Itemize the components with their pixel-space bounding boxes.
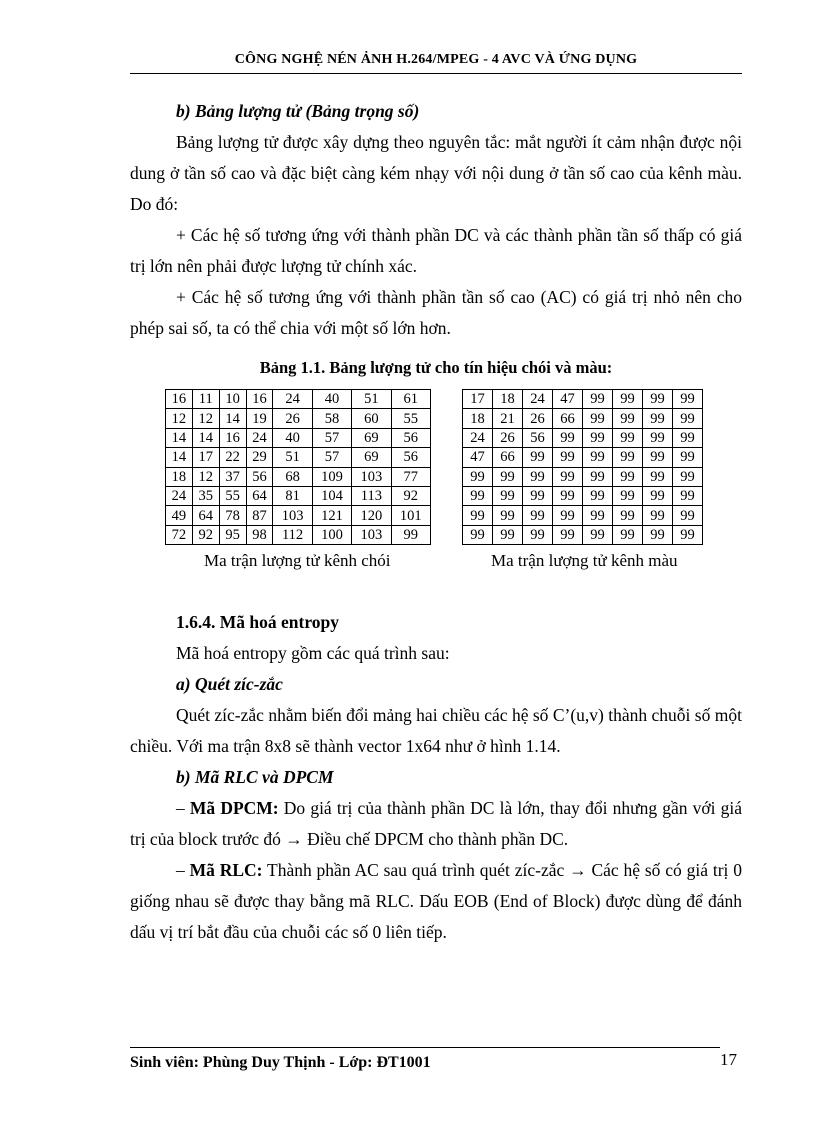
chroma-cell: 99: [613, 448, 643, 467]
rlc-dpcm-heading: b) Mã RLC và DPCM: [176, 767, 334, 787]
luma-cell: 11: [192, 390, 219, 409]
luma-cell: 95: [219, 525, 246, 544]
luma-table-label: Ma trận lượng tử kênh chói: [204, 551, 391, 570]
luma-cell: 14: [219, 409, 246, 428]
luma-cell: 24: [273, 390, 312, 409]
chroma-cell: 99: [493, 506, 523, 525]
chroma-cell: 99: [673, 525, 703, 544]
luma-cell: 17: [192, 448, 219, 467]
luma-cell: 24: [246, 428, 273, 447]
chroma-cell: 99: [583, 525, 613, 544]
luma-row: [166, 486, 431, 505]
chroma-cell: 99: [463, 506, 493, 525]
dpcm-label: Mã DPCM:: [189, 798, 279, 818]
chroma-cell: 99: [673, 467, 703, 486]
chroma-cell: 99: [613, 390, 643, 409]
luma-cell: 69: [352, 448, 391, 467]
chroma-cell: 99: [463, 525, 493, 544]
chroma-cell: 99: [493, 486, 523, 505]
dpcm-paragraph: [130, 793, 742, 855]
luma-cell: 35: [192, 486, 219, 505]
chroma-cell: 99: [553, 506, 583, 525]
luma-cell: 57: [312, 448, 351, 467]
luma-row: [166, 428, 431, 447]
chroma-cell: 99: [493, 467, 523, 486]
luma-cell: 104: [312, 486, 351, 505]
luma-cell: 24: [166, 486, 193, 505]
luma-cell: 121: [312, 506, 351, 525]
rlc-paragraph: [130, 855, 742, 948]
chroma-cell: 99: [613, 486, 643, 505]
chroma-cell: 99: [673, 409, 703, 428]
chroma-cell: 99: [613, 467, 643, 486]
luma-cell: 58: [312, 409, 351, 428]
section-b: [130, 96, 742, 344]
chroma-row: [463, 428, 703, 447]
chroma-row: [463, 448, 703, 467]
luma-cell: 98: [246, 525, 273, 544]
section-b-paragraph: Bảng lượng tử được xây dựng theo nguyên tắc: mắt người ít cảm nhận được nội dung ở tần số cao và đặc biệt càng kém nhạy với nội dung ở tần số cao của kênh màu. Do đó:: [130, 132, 742, 214]
luma-cell: 10: [219, 390, 246, 409]
chroma-cell: 99: [613, 506, 643, 525]
luma-cell: 14: [166, 428, 193, 447]
chroma-cell: 99: [643, 467, 673, 486]
chroma-cell: 99: [673, 506, 703, 525]
page-number: 17: [720, 1050, 737, 1069]
chroma-cell: 99: [523, 525, 553, 544]
rlc-text: Thành phần AC sau quá trình quét zíc-zắc → Các hệ số có giá trị 0 giống nhau sẽ được thay bằng mã RLC. Dấu EOB (End of Block) được dùng để đánh dấu vị trí bắt đầu của chuỗi các số 0 liên tiếp.: [130, 860, 742, 942]
chroma-cell: 99: [643, 390, 673, 409]
chroma-cell: 99: [613, 409, 643, 428]
chroma-cell: 66: [493, 448, 523, 467]
chroma-cell: 99: [643, 486, 673, 505]
chroma-cell: 99: [643, 428, 673, 447]
luma-row: [166, 506, 431, 525]
luma-cell: 68: [273, 467, 312, 486]
chroma-cell: 99: [553, 525, 583, 544]
entropy-intro: Mã hoá entropy gồm các quá trình sau:: [176, 643, 450, 663]
luma-cell: 87: [246, 506, 273, 525]
chroma-cell: 24: [463, 428, 493, 447]
luma-cell: 12: [166, 409, 193, 428]
table-caption: Bảng 1.1. Bảng lượng tử cho tín hiệu chói và màu:: [259, 358, 613, 377]
chroma-cell: 99: [463, 467, 493, 486]
chroma-cell: 18: [463, 409, 493, 428]
luma-row: [166, 467, 431, 486]
chroma-cell: 99: [643, 409, 673, 428]
chroma-cell: 99: [523, 448, 553, 467]
chroma-cell: 99: [553, 467, 583, 486]
luma-cell: 99: [391, 525, 430, 544]
zigzag-heading: a) Quét zíc-zắc: [176, 674, 283, 694]
chroma-cell: 99: [523, 467, 553, 486]
luma-row: [166, 525, 431, 544]
chroma-cell: 99: [553, 428, 583, 447]
luma-cell: 100: [312, 525, 351, 544]
luma-cell: 56: [391, 448, 430, 467]
luma-cell: 40: [273, 428, 312, 447]
chroma-row: [463, 506, 703, 525]
chroma-cell: 47: [553, 390, 583, 409]
luma-cell: 103: [352, 525, 391, 544]
luma-cell: 22: [219, 448, 246, 467]
chroma-cell: 56: [523, 428, 553, 447]
luma-cell: 26: [273, 409, 312, 428]
chroma-cell: 99: [613, 525, 643, 544]
luma-row: [166, 448, 431, 467]
luma-quantization-table: [165, 389, 431, 545]
luma-row: [166, 409, 431, 428]
section-b-heading: b) Bảng lượng tử (Bảng trọng số): [176, 101, 420, 121]
footer-divider: [130, 1047, 720, 1048]
chroma-cell: 99: [583, 486, 613, 505]
luma-cell: 16: [166, 390, 193, 409]
chroma-cell: 99: [673, 390, 703, 409]
chroma-cell: 99: [583, 428, 613, 447]
luma-cell: 64: [192, 506, 219, 525]
luma-cell: 29: [246, 448, 273, 467]
zigzag-paragraph: Quét zíc-zắc nhằm biến đổi mảng hai chiều các hệ số C’(u,v) thành chuỗi số một chiều. Với ma trận 8x8 sẽ thành vector 1x64 như ở hình 1.14.: [130, 705, 742, 756]
luma-cell: 103: [352, 467, 391, 486]
chroma-cell: 99: [643, 525, 673, 544]
luma-cell: 12: [192, 467, 219, 486]
chroma-quantization-table: [462, 389, 703, 545]
chroma-cell: 99: [583, 448, 613, 467]
chroma-row: [463, 409, 703, 428]
luma-cell: 12: [192, 409, 219, 428]
luma-cell: 72: [166, 525, 193, 544]
luma-cell: 69: [352, 428, 391, 447]
chroma-table-label: Ma trận lượng tử kênh màu: [491, 551, 678, 570]
chroma-cell: 99: [523, 486, 553, 505]
dpcm-dash: –: [176, 798, 185, 818]
luma-cell: 51: [352, 390, 391, 409]
chroma-row: [463, 390, 703, 409]
luma-cell: 37: [219, 467, 246, 486]
chroma-cell: 99: [583, 390, 613, 409]
luma-cell: 92: [391, 486, 430, 505]
chroma-cell: 99: [673, 486, 703, 505]
dpcm-text: Do giá trị của thành phần DC là lớn, thay đổi nhưng gần với giá trị của block trước đó → Điều chế DPCM cho thành phần DC.: [130, 798, 743, 849]
chroma-cell: 99: [463, 486, 493, 505]
luma-cell: 19: [246, 409, 273, 428]
luma-cell: 55: [219, 486, 246, 505]
luma-cell: 49: [166, 506, 193, 525]
chroma-cell: 18: [493, 390, 523, 409]
luma-cell: 120: [352, 506, 391, 525]
luma-cell: 113: [352, 486, 391, 505]
chroma-cell: 99: [493, 525, 523, 544]
chroma-cell: 99: [583, 467, 613, 486]
luma-cell: 101: [391, 506, 430, 525]
chroma-cell: 26: [493, 428, 523, 447]
luma-cell: 64: [246, 486, 273, 505]
luma-cell: 16: [219, 428, 246, 447]
luma-cell: 18: [166, 467, 193, 486]
chroma-cell: 99: [583, 506, 613, 525]
chroma-cell: 99: [523, 506, 553, 525]
rlc-label: Mã RLC:: [189, 860, 263, 880]
footer-student: Sinh viên: Phùng Duy Thịnh - Lớp: ĐT1001: [130, 1054, 431, 1071]
luma-cell: 57: [312, 428, 351, 447]
page-header: CÔNG NGHỆ NÉN ẢNH H.264/MPEG - 4 AVC VÀ ỨNG DỤNG: [234, 52, 638, 67]
chroma-row: [463, 486, 703, 505]
luma-cell: 40: [312, 390, 351, 409]
chroma-cell: 21: [493, 409, 523, 428]
luma-cell: 81: [273, 486, 312, 505]
luma-cell: 55: [391, 409, 430, 428]
chroma-cell: 99: [643, 506, 673, 525]
header-divider: [130, 73, 742, 74]
luma-cell: 77: [391, 467, 430, 486]
chroma-cell: 99: [583, 409, 613, 428]
chroma-cell: 24: [523, 390, 553, 409]
luma-cell: 61: [391, 390, 430, 409]
chroma-cell: 17: [463, 390, 493, 409]
luma-cell: 92: [192, 525, 219, 544]
chroma-cell: 99: [673, 428, 703, 447]
luma-cell: 14: [192, 428, 219, 447]
luma-cell: 109: [312, 467, 351, 486]
chroma-cell: 99: [643, 448, 673, 467]
rlc-dash: –: [176, 860, 185, 880]
chroma-cell: 99: [553, 448, 583, 467]
chroma-cell: 66: [553, 409, 583, 428]
chroma-cell: 47: [463, 448, 493, 467]
luma-cell: 112: [273, 525, 312, 544]
chroma-cell: 99: [673, 448, 703, 467]
luma-row: [166, 390, 431, 409]
luma-cell: 14: [166, 448, 193, 467]
chroma-row: [463, 525, 703, 544]
luma-cell: 56: [246, 467, 273, 486]
section-1-6-4: [130, 607, 742, 948]
chroma-cell: 99: [613, 428, 643, 447]
luma-cell: 16: [246, 390, 273, 409]
luma-cell: 51: [273, 448, 312, 467]
luma-cell: 103: [273, 506, 312, 525]
section-b-bullet-1: + Các hệ số tương ứng với thành phần DC và các thành phần tần số thấp có giá trị lớn nên phải được lượng tử chính xác.: [130, 225, 742, 276]
section-b-bullet-2: + Các hệ số tương ứng với thành phần tần số cao (AC) có giá trị nhỏ nên cho phép sai số, ta có thể chia với một số lớn hơn.: [130, 287, 742, 338]
luma-cell: 60: [352, 409, 391, 428]
luma-cell: 56: [391, 428, 430, 447]
chroma-row: [463, 467, 703, 486]
chroma-cell: 26: [523, 409, 553, 428]
luma-cell: 78: [219, 506, 246, 525]
section-1-6-4-heading: 1.6.4. Mã hoá entropy: [176, 612, 340, 632]
chroma-cell: 99: [553, 486, 583, 505]
